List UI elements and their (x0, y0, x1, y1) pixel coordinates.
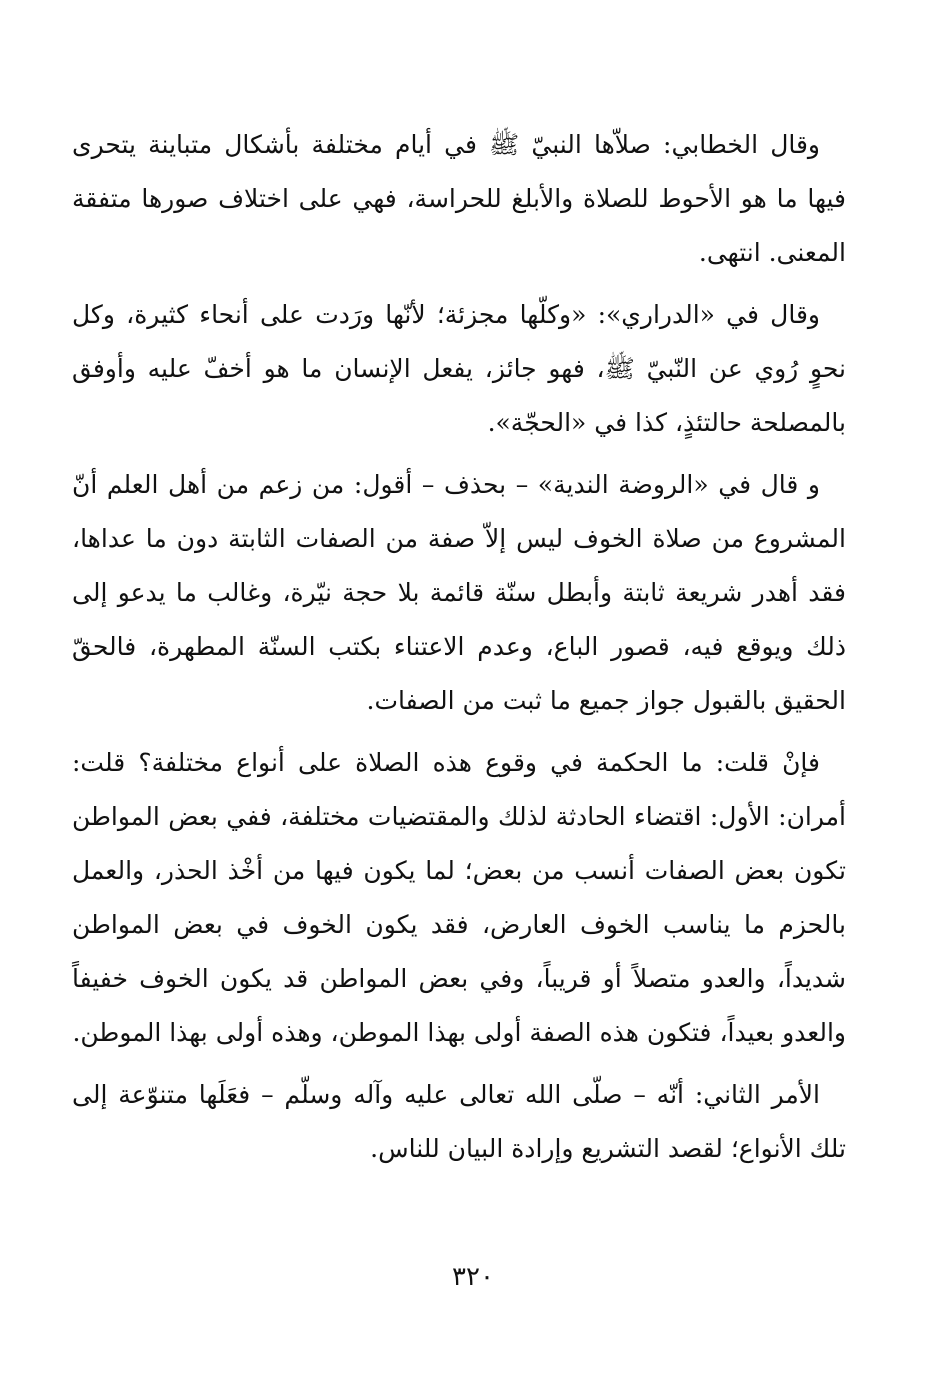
paragraph-darari: وقال في «الدراري»: «وكلّها مجزئة؛ لأنّها ورَدت على أنحاء كثيرة، وكل نحوٍ رُوي عن النّبيّ ﷺ، فهو جائز، يفعل الإنسان ما هو أخفّ عليه وأوفق بالمصلحة حالتئذٍ، كذا في «الحجّة». (72, 300, 846, 437)
paragraph-rawda: و قال في «الروضة الندية» – بحذف – أقول: من زعم من أهل العلم أنّ المشروع من صلاة الخوف ليس إلاّ صفة من الصفات الثابتة دون ما عداها، فقد أهدر شريعة ثابتة وأبطل سنّة قائمة بلا حجة نيّرة، وغالب ما يدعو إلى ذلك ويوقع فيه، قصور الباع، وعدم الاعتناء بكتب السنّة المطهرة، فالحقّ الحقيق بالقبول جواز جميع ما ثبت من الصفات. (72, 470, 846, 715)
page-number: ٣٢٠ (452, 1262, 494, 1292)
paragraph-second-reason: الأمر الثاني: أنّه – صلّى الله تعالى عليه وآله وسلّم – فعَلَها متنوّعة إلى تلك الأنواع؛ لقصد التشريع وإرادة البيان للناس. (72, 1080, 846, 1163)
paragraph-hikma: فإنْ قلت: ما الحكمة في وقوع هذه الصلاة على أنواع مختلفة؟ قلت: أمران: الأول: اقتضاء الحادثة لذلك والمقتضيات مختلفة، ففي بعض المواطن تكون بعض الصفات أنسب من بعض؛ لما يكون فيها من أخْذ الحذر، والعمل بالحزم ما يناسب الخوف العارض، فقد يكون الخوف في بعض المواطن شديداً، والعدو متصلاً أو قريباً، وفي بعض المواطن قد يكون الخوف خفيفاً والعدو بعيداً، فتكون هذه الصفة أولى بهذا الموطن، وهذه أولى بهذا الموطن. (72, 748, 846, 1047)
page-body (72, 118, 846, 1184)
paragraph-khattabi: وقال الخطابي: صلاّها النبيّ ﷺ في أيام مختلفة بأشكال متباينة يتحرى فيها ما هو الأحوط للصلاة والأبلغ للحراسة، فهي على اختلاف صورها متفقة المعنى. انتهى. (72, 130, 846, 267)
